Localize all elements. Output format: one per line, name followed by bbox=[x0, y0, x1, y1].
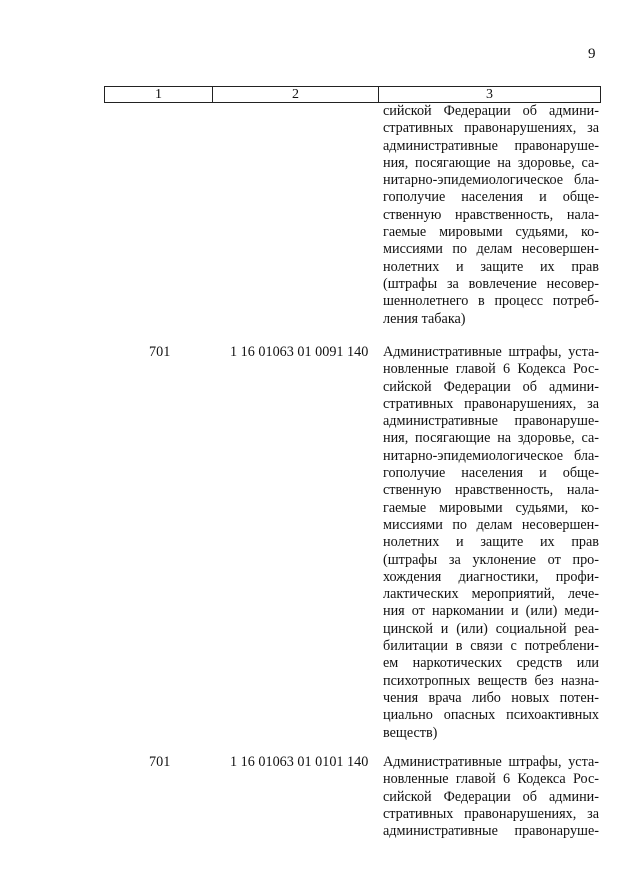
description-line: психотропных веществ без назна- bbox=[383, 672, 599, 689]
description-line: лактических мероприятий, лече- bbox=[383, 586, 599, 603]
description-line: циально опасных психоактивных bbox=[383, 707, 599, 724]
description-line: нитарно-эпидемиологическое бла- bbox=[383, 172, 599, 189]
description-line: хождения диагностики, профи- bbox=[383, 568, 599, 585]
row-description bbox=[383, 344, 599, 742]
description-line: ем наркотических средств или bbox=[383, 655, 599, 672]
description-line: ственную нравственность, нала- bbox=[383, 206, 599, 223]
description-line: шеннолетнего в процесс потреб- bbox=[383, 293, 599, 310]
admin-code: 701 bbox=[149, 344, 171, 360]
description-line: (штрафы за вовлечение несовер- bbox=[383, 275, 599, 292]
kbk-code: 1 16 01063 01 0091 140 bbox=[230, 344, 369, 360]
description-line: миссиями по делам несовершен- bbox=[383, 516, 599, 533]
description-line: гополучие населения и обще- bbox=[383, 189, 599, 206]
description-line: гополучие населения и обще- bbox=[383, 465, 599, 482]
description-line: административные правонаруше- bbox=[383, 823, 599, 840]
description-line: административные правонаруше- bbox=[383, 137, 599, 154]
description-line: нолетних и защите их прав bbox=[383, 258, 599, 275]
description-line: ния, посягающие на здоровье, са- bbox=[383, 154, 599, 171]
header-col-2: 2 bbox=[213, 87, 379, 102]
description-line: гаемые мировыми судьями, ко- bbox=[383, 224, 599, 241]
description-line: сийской Федерации об админи- bbox=[383, 103, 599, 119]
description-line: билитации в связи с потреблени- bbox=[383, 638, 599, 655]
description-line: ственную нравственность, нала- bbox=[383, 482, 599, 499]
description-line: административные правонаруше- bbox=[383, 413, 599, 430]
description-line: новленные главой 6 Кодекса Рос- bbox=[383, 361, 599, 378]
description-line: стративных правонарушениях, за bbox=[383, 805, 599, 822]
page-number: 9 bbox=[588, 46, 596, 62]
description-line: веществ) bbox=[383, 724, 438, 741]
kbk-code: 1 16 01063 01 0101 140 bbox=[230, 754, 369, 770]
description-line: ния, посягающие на здоровье, са- bbox=[383, 430, 599, 447]
description-line: цинской и (или) социальной реа- bbox=[383, 620, 599, 637]
description-line: стративных правонарушениях, за bbox=[383, 395, 599, 412]
description-line: чения врача либо новых потен- bbox=[383, 689, 599, 706]
admin-code: 701 bbox=[149, 754, 171, 770]
description-line: Административные штрафы, уста- bbox=[383, 344, 599, 360]
row-description bbox=[383, 754, 599, 840]
table-header bbox=[104, 86, 601, 103]
description-line: миссиями по делам несовершен- bbox=[383, 241, 599, 258]
header-col-1: 1 bbox=[105, 87, 213, 102]
description-line: новленные главой 6 Кодекса Рос- bbox=[383, 771, 599, 788]
description-line: (штрафы за уклонение от про- bbox=[383, 551, 599, 568]
header-col-3: 3 bbox=[486, 87, 493, 102]
description-line: ния от наркомании и (или) меди- bbox=[383, 603, 599, 620]
description-line: ления табака) bbox=[383, 310, 466, 327]
description-line: Административные штрафы, уста- bbox=[383, 754, 599, 770]
description-line: сийской Федерации об админи- bbox=[383, 378, 599, 395]
description-line: нитарно-эпидемиологическое бла- bbox=[383, 447, 599, 464]
description-line: сийской Федерации об админи- bbox=[383, 788, 599, 805]
description-line: стративных правонарушениях, за bbox=[383, 120, 599, 137]
description-line: нолетних и защите их прав bbox=[383, 534, 599, 551]
continuation-description bbox=[383, 103, 599, 328]
description-line: гаемые мировыми судьями, ко- bbox=[383, 499, 599, 516]
